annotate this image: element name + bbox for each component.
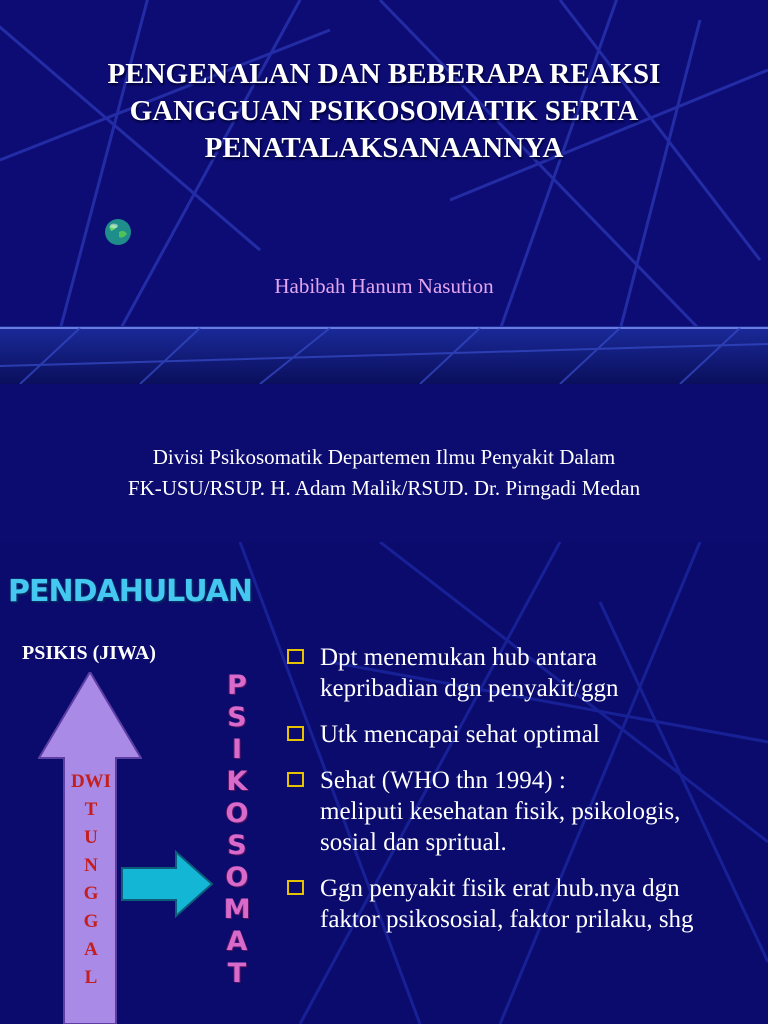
psiko-letter: I	[231, 734, 243, 765]
bullet-line: kepribadian dgn penyakit/ggn	[320, 675, 619, 702]
psiko-letter: O	[225, 798, 249, 829]
list-item	[287, 873, 768, 935]
bullet-line: Sehat (WHO thn 1994) :	[320, 767, 566, 794]
square-bullet-icon	[287, 880, 304, 895]
bullet-line: faktor psikososial, faktor prilaku, shg	[320, 906, 694, 933]
psiko-letter: K	[226, 766, 248, 797]
psiko-letter: O	[225, 862, 249, 893]
psiko-letter: S	[227, 702, 247, 733]
psiko-letter: P	[227, 670, 247, 701]
dwi-tunggal-label	[66, 768, 116, 992]
psikis-label: PSIKIS (JIWA)	[22, 642, 156, 664]
psiko-letter: S	[227, 830, 247, 861]
dwi-letter: T	[84, 799, 98, 820]
bullet-line: Dpt menemukan hub antara	[320, 644, 597, 671]
bullet-list	[287, 642, 768, 935]
title-line: PENGENALAN DAN BEBERAPA REAKSI	[107, 58, 661, 90]
content-slide	[0, 542, 768, 1024]
section-heading: PENDAHULUAN	[8, 574, 252, 609]
title-line: PENATALAKSANAANNYA	[204, 132, 564, 164]
dwi-letter: G	[83, 911, 99, 932]
psiko-letter: A	[226, 926, 248, 957]
dwi-letter: G	[83, 883, 99, 904]
dwi-letter: L	[84, 967, 98, 988]
list-item	[287, 765, 768, 858]
square-bullet-icon	[287, 726, 304, 741]
division-text	[0, 442, 768, 504]
division-line: Divisi Psikosomatik Departemen Ilmu Penyakit Dalam	[152, 445, 616, 469]
bullet-line: meliputi kesehatan fisik, psikologis,	[320, 798, 681, 825]
title-slide	[0, 0, 768, 384]
slide-title	[30, 56, 738, 167]
bullet-line: Ggn penyakit fisik erat hub.nya dgn	[320, 875, 680, 902]
division-slide	[0, 384, 768, 542]
arrow-right-icon	[120, 850, 214, 918]
bullet-line: Utk mencapai sehat optimal	[320, 721, 600, 748]
psiko-letter: M	[223, 894, 251, 925]
square-bullet-icon	[287, 772, 304, 787]
dwi-letter: N	[84, 855, 98, 876]
author-name: Habibah Hanum Nasution	[274, 274, 494, 298]
psikosomatik-vertical-label	[216, 670, 258, 990]
list-item	[287, 719, 768, 750]
division-line: FK-USU/RSUP. H. Adam Malik/RSUD. Dr. Pirngadi Medan	[127, 476, 641, 500]
square-bullet-icon	[287, 649, 304, 664]
dwi-letter: DWI	[70, 771, 112, 792]
globe-icon	[103, 217, 133, 247]
psiko-letter: T	[227, 958, 247, 989]
dwi-letter: U	[84, 827, 98, 848]
bullet-line: sosial dan spritual.	[320, 829, 507, 856]
list-item	[287, 642, 768, 704]
dwi-letter: A	[84, 939, 98, 960]
title-line: GANGGUAN PSIKOSOMATIK SERTA	[129, 95, 639, 127]
bottom-band	[0, 326, 768, 384]
